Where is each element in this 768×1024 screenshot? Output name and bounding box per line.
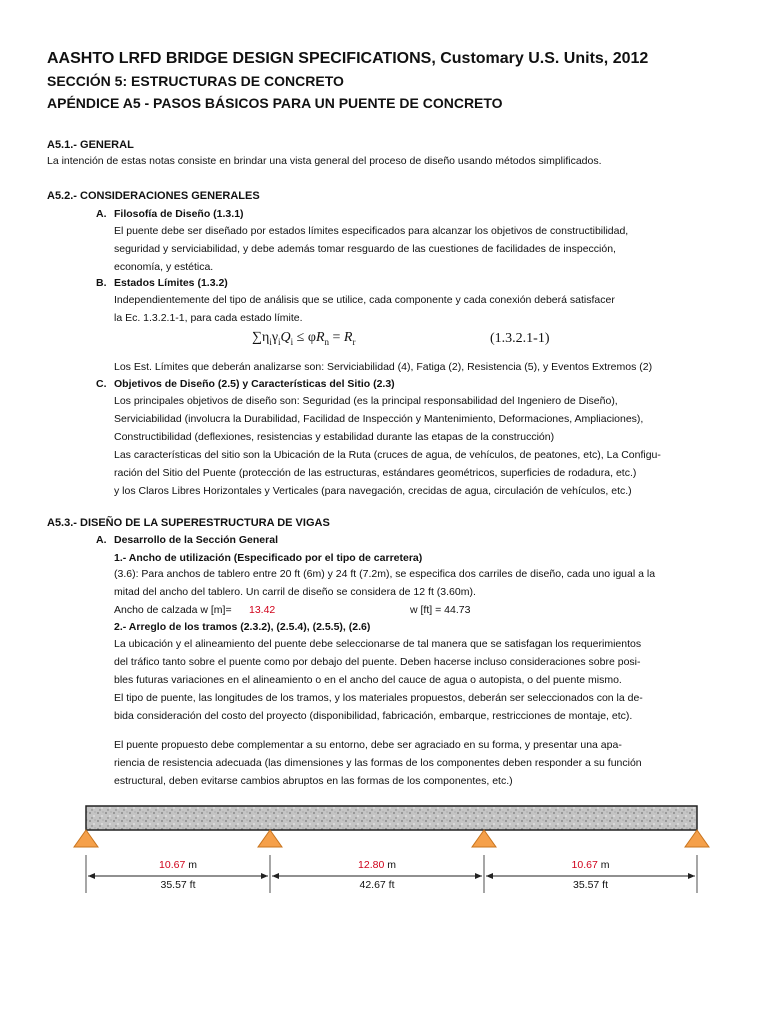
item1-line-1: (3.6): Para anchos de tablero entre 20 ft (6m) y 24 ft (7.2m), se especifica dos carriles de diseño, cada uno igual a la [114, 568, 656, 580]
span-2-m-unit: m [384, 859, 396, 871]
item2-para2-line-2: riencia de resistencia adecuada (las dimensiones y las formas de los componentes deben responder a su función [114, 757, 642, 769]
span-3-m-unit: m [597, 859, 610, 871]
support-4 [685, 830, 709, 847]
item2-line-4: El tipo de puente, las longitudes de los tramos, y los materiales propuestos, deberán ser seleccionados con la de- [114, 692, 643, 704]
a52-a-line-3: economía, y estética. [114, 261, 214, 273]
a52-a-title: Filosofía de Diseño (1.3.1) [114, 208, 244, 220]
a52-c-line-5: ración del Sitio del Puente (protección de las estructuras, estándares geométricos, superficies de rodadura, etc.) [114, 467, 637, 479]
a52-c-line-1: Los principales objetivos de diseño son: Seguridad (es la principal responsabilidad del Ingeniero de Diseño), [114, 395, 618, 407]
a52-b-line-1: Independientemente del tipo de análisis que se utilice, cada componente y cada conexión deberá satisfacer [114, 294, 615, 306]
a52-b-after: Los Est. Límites que deberán analizarse son: Serviciabilidad (4), Fatiga (2), Resistencia (5), y Eventos Extremos (2) [114, 361, 653, 373]
appendix-title: APÉNDICE A5 - PASOS BÁSICOS PARA UN PUENTE DE CONCRETO [47, 95, 503, 111]
a52-c-line-6: y los Claros Libres Horizontales y Verticales (para navegación, crecidas de agua, circulación de vehículos, etc.) [114, 485, 632, 497]
width-ft-value: w [ft] = 44.73 [410, 604, 471, 616]
item2-line-5: bida consideración del costo del proyecto (disponibilidad, fabricación, embarque, restricciones de montaje, etc). [114, 710, 633, 722]
item2-para2-line-1: El puente propuesto debe complementar a su entorno, debe ser agraciado en su forma, y presentar una apa- [114, 739, 622, 751]
span-1-ft-label: 35.57 ft [160, 879, 196, 891]
section-title: SECCIÓN 5: ESTRUCTURAS DE CONCRETO [47, 73, 344, 89]
a52-c-title: Objetivos de Diseño (2.5) y Características del Sitio (2.3) [114, 378, 395, 390]
a52-b-title: Estados Límites (1.3.2) [114, 277, 228, 289]
item1-title: 1.- Ancho de utilización (Especificado por el tipo de carretera) [114, 552, 423, 564]
document-title: AASHTO LRFD BRIDGE DESIGN SPECIFICATIONS, Customary U.S. Units, 2012 [47, 50, 649, 67]
a52-a-line-2: seguridad y serviciabilidad, y debe además tomar resguardo de las cuestiones de facilidades de inspección, [114, 243, 616, 255]
heading-a53: A5.3.- DISEÑO DE LA SUPERESTRUCTURA DE VIGAS [47, 517, 330, 529]
a52-c-line-3: Constructibilidad (deflexiones, resistencias y estabilidad durante las etapas de la construcción) [114, 431, 555, 443]
width-m-value: 13.42 [249, 604, 276, 616]
limit-state-equation: $\sum\eta_i\gamma_iQ_i \le \varphi R_n = R_r$ [252, 330, 356, 347]
span-2-ft-label: 42.67 ft [359, 879, 395, 891]
heading-a52: A5.2.- CONSIDERACIONES GENERALES [47, 190, 260, 202]
a53-a-title: Desarrollo de la Sección General [114, 534, 278, 546]
span-1-m-unit: m [185, 859, 197, 871]
a52-c-marker: C. [96, 378, 107, 390]
span-3-m-value: 10.67 [571, 859, 598, 871]
item2-line-2: del tráfico tanto sobre el puente como por debajo del puente. Deben hacerse incluso consideraciones sobre posi- [114, 656, 641, 668]
item2-title: 2.- Arreglo de los tramos (2.3.2), (2.5.4), (2.5.5), (2.6) [114, 621, 371, 633]
bridge-deck [86, 806, 697, 830]
equation-reference: (1.3.2.1-1) [490, 331, 550, 346]
span-1-m-label [86, 859, 270, 871]
heading-a51: A5.1.- GENERAL [47, 139, 134, 151]
a52-a-marker: A. [96, 208, 107, 220]
a52-c-line-4: Las características del sitio son la Ubicación de la Ruta (cruces de agua, de vehículos, de peatones, etc), La Configu- [114, 449, 661, 461]
item1-line-2: mitad del ancho del tablero. Un carril de diseño se considera de 12 ft (3.60m). [114, 586, 476, 598]
item2-line-3: bles futuras variaciones en el alineamiento o en el ancho del cauce de agua o autopista, o del puente mismo. [114, 674, 622, 686]
a52-a-line-1: El puente debe ser diseñado por estados límites especificados para alcanzar los objetivos de constructibilidad, [114, 225, 629, 237]
span-3-m-label [484, 859, 697, 871]
width-label: Ancho de calzada w [m]= [114, 604, 232, 616]
item2-para2-line-3: estructural, deben evitarse cambios abruptos en las formas de los componentes, etc.) [114, 775, 513, 787]
span-2-m-label [270, 859, 484, 871]
support-3 [472, 830, 496, 847]
span-3-ft-label: 35.57 ft [572, 879, 609, 891]
a52-b-marker: B. [96, 277, 107, 289]
support-1 [74, 830, 98, 847]
bridge-span-diagram [0, 795, 768, 915]
a51-text: La intención de estas notas consiste en brindar una vista general del proceso de diseño usando métodos simplificados. [47, 155, 602, 167]
a52-b-line-2: la Ec. 1.3.2.1-1, para cada estado límite. [114, 312, 303, 324]
a52-c-line-2: Serviciabilidad (involucra la Durabilidad, Facilidad de Inspección y Mantenimiento, Deformaciones, Ampliaciones), [114, 413, 644, 425]
span-2-m-value: 12.80 [358, 859, 385, 871]
a53-a-marker: A. [96, 534, 107, 546]
support-2 [258, 830, 282, 847]
span-1-m-value: 10.67 [159, 859, 186, 871]
item2-line-1: La ubicación y el alineamiento del puente debe seleccionarse de tal manera que se satisfagan los requerimientos [114, 638, 642, 650]
